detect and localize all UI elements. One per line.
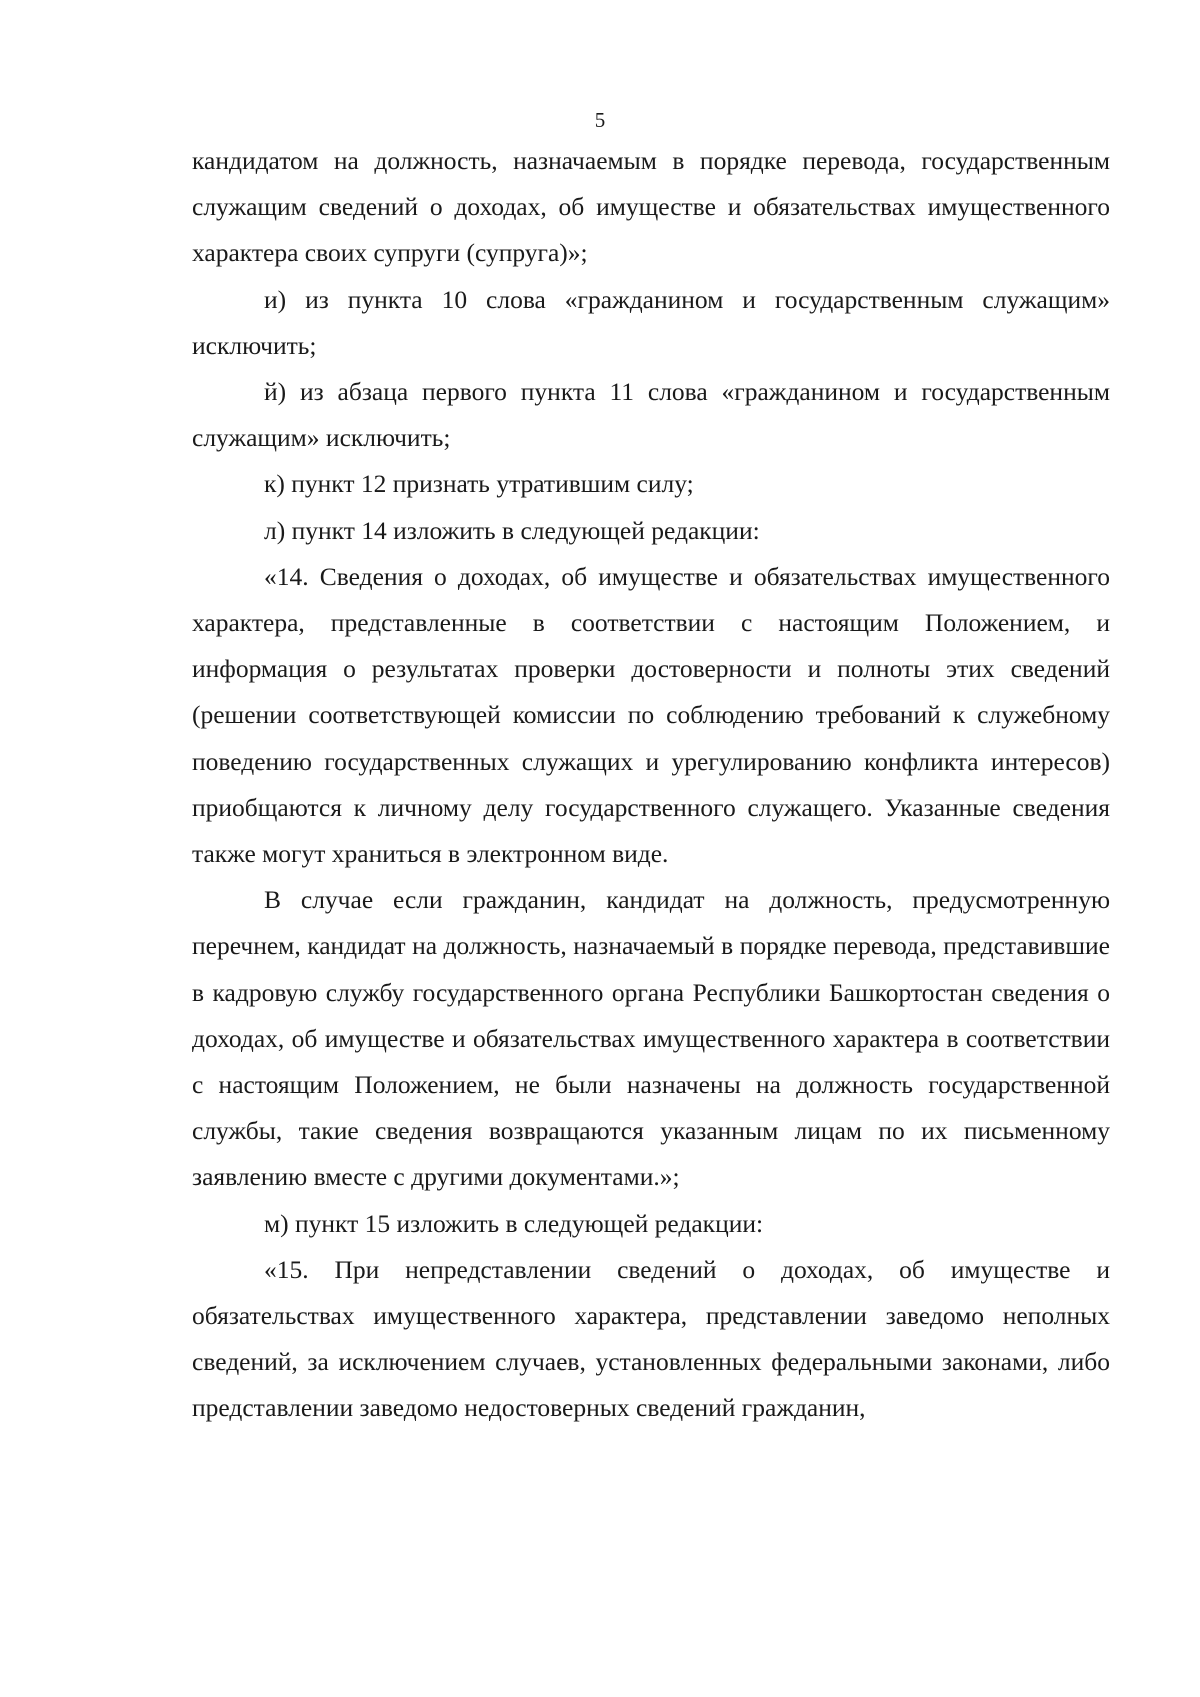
paragraph-item-i: и) из пункта 10 слова «гражданином и государственным служащим» исключить; — [192, 284, 1110, 360]
paragraph-item-j: й) из абзаца первого пункта 11 слова «гражданином и государственным служащим» исключить; — [192, 377, 1110, 453]
paragraph-point-14: «14. Сведения о доходах, об имуществе и обязательствах имущественного характера, представленные в соответствии с настоящим Положением, и информация о результатах проверки достоверности и полноты этих сведений (решении соответствующей комиссии по соблюдению требований к служебному поведению государственных служащих и урегулированию конфликта интересов) приобщаются к личному делу государственного служащего. Указанные сведения также могут храниться в электронном виде. — [192, 561, 1110, 869]
paragraph-item-k: к) пункт 12 признать утратившим силу; — [264, 469, 694, 499]
document-body — [192, 138, 1110, 1432]
paragraph-item-m: м) пункт 15 изложить в следующей редакции: — [264, 1208, 764, 1238]
paragraph-item-l: л) пункт 14 изложить в следующей редакции: — [264, 515, 760, 545]
paragraph-continuation: кандидатом на должность, назначаемым в порядке перевода, государственным служащим сведений о доходах, об имуществе и обязательствах имущественного характера своих супруги (супруга)»; — [192, 146, 1110, 268]
paragraph-point-15: «15. При непредставлении сведений о доходах, об имуществе и обязательствах имущественного характера, представлении заведомо неполных сведений, за исключением случаев, установленных федеральными законами, либо представлении заведомо недостоверных сведений гражданин, — [192, 1254, 1110, 1423]
paragraph-point-14-case: В случае если гражданин, кандидат на должность, предусмотренную перечнем, кандидат на должность, назначаемый в порядке перевода, представившие в кадровую службу государственного органа Республики Башкортостан сведения о доходах, об имуществе и обязательствах имущественного характера в соответствии с настоящим Положением, не были назначены на должность государственной службы, такие сведения возвращаются указанным лицам по их письменному заявлению вместе с другими документами.»; — [192, 885, 1110, 1192]
page-number: 5 — [594, 108, 606, 132]
